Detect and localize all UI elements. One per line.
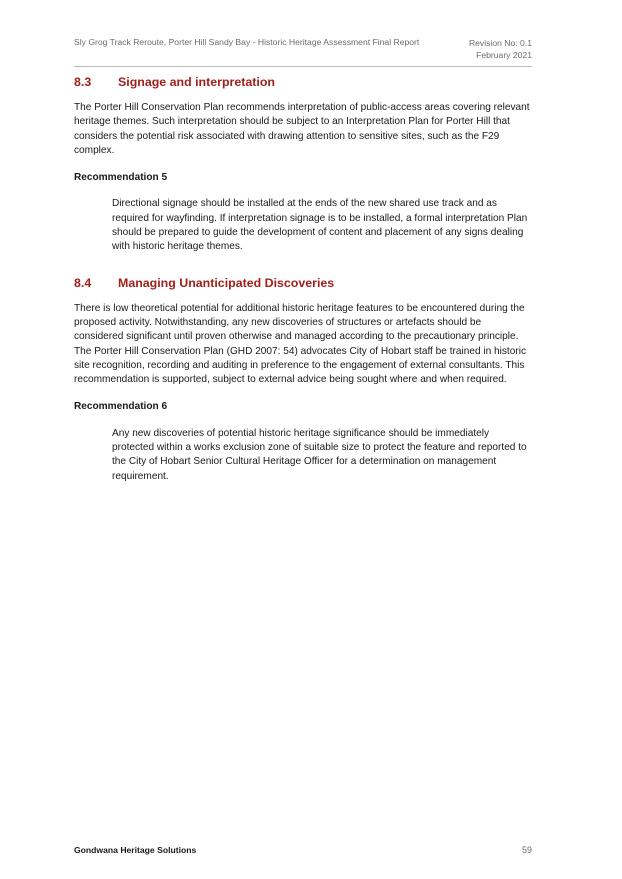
document-title: Sly Grog Track Reroute, Porter Hill Sandy Bay - Historic Heritage Assessment Final Report [74, 37, 420, 47]
section-number: 8.3 [74, 75, 92, 89]
section-title: Signage and interpretation [118, 75, 275, 89]
recommendation-5-text: Directional signage should be installed at the ends of the new shared use track and as required for wayfinding. If interpretation signage is to be installed, a formal interpretation Plan should be prepared to guide the development of content and placement of any signs dealing with historic heritage themes. [112, 198, 528, 253]
section-number: 8.4 [74, 275, 92, 290]
page-number: 59 [521, 845, 532, 855]
recommendation-6-label: Recommendation 6 [74, 401, 168, 413]
page-body [74, 74, 532, 484]
revision-date: February 2021 [476, 50, 532, 60]
recommendation-5-label: Recommendation 5 [74, 172, 168, 184]
revision-number: Revision No: 0.1 [468, 38, 532, 48]
footer-organisation: Gondwana Heritage Solutions [74, 845, 197, 855]
recommendation-6-text: Any new discoveries of potential historic heritage significance should be immediately protected within a works exclusion zone of suitable size to protect the feature and reported to the City of Hobart Senior Cultural Heritage Officer for a determination on management requirement. [112, 427, 527, 482]
section-heading-8-4 [74, 275, 532, 291]
section-heading-8-3 [74, 74, 532, 90]
header-divider [74, 66, 532, 67]
revision-block [469, 37, 532, 61]
discoveries-paragraph: There is low theoretical potential for additional historic heritage features to be encountered during the proposed activity. Notwithstanding, any new discoveries of structures or artefacts should be considered significant until proven otherwise and managed according to the precautionary principle. The Porter Hill Conservation Plan (GHD 2007: 54) advocates City of Hobart staff be trained in historic site recognition, recording and auditing in preference to the engagement of external consultants. This recommendation is supported, subject to external advice being sought where and when required. [74, 302, 527, 386]
signage-paragraph: The Porter Hill Conservation Plan recommends interpretation of public-access areas covering relevant heritage themes. Such interpretation should be subject to an Interpretation Plan for Porter Hill that considers the potential risk associated with drawing attention to sensitive sites, such as the F29 complex. [74, 102, 530, 156]
section-title: Managing Unanticipated Discoveries [118, 275, 335, 290]
